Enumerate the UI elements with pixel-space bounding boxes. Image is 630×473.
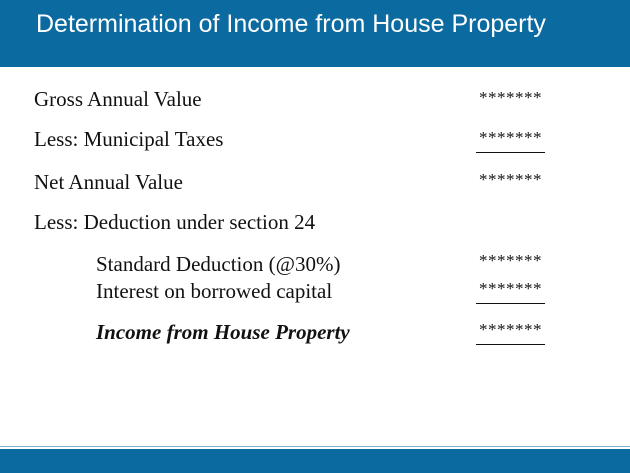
footer-bar — [0, 449, 630, 473]
row-label-interest-borrowed-capital: Interest on borrowed capital — [96, 279, 333, 303]
row-label-deduction-section-24: Less: Deduction under section 24 — [34, 210, 316, 234]
row-value-interest-borrowed-capital: ******* — [476, 279, 545, 304]
row-value-municipal-taxes: ******* — [476, 128, 545, 153]
row-value-gross-annual-value: ******* — [479, 88, 542, 107]
title-bar — [0, 0, 630, 67]
slide-title: Determination of Income from House Property — [36, 10, 546, 38]
row-value-income-house-property: ******* — [476, 320, 545, 345]
row-label-gross-annual-value: Gross Annual Value — [34, 87, 202, 111]
row-label-municipal-taxes: Less: Municipal Taxes — [34, 127, 224, 151]
row-label-standard-deduction: Standard Deduction (@30%) — [96, 252, 341, 276]
row-value-standard-deduction: ******* — [479, 251, 542, 270]
row-label-net-annual-value: Net Annual Value — [34, 170, 183, 194]
row-label-income-house-property: Income from House Property — [96, 320, 350, 344]
row-value-net-annual-value: ******* — [479, 170, 542, 189]
footer-divider — [0, 446, 630, 447]
